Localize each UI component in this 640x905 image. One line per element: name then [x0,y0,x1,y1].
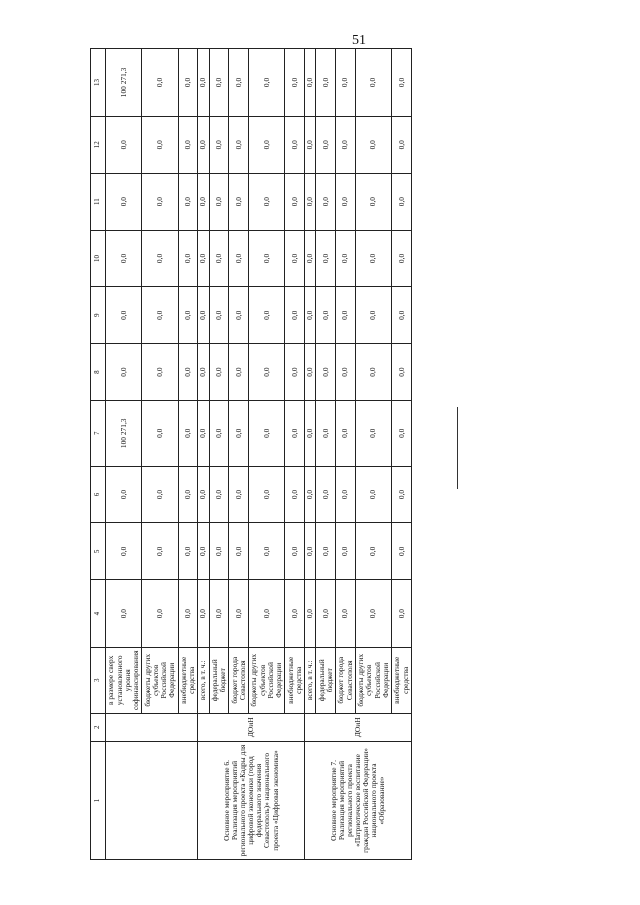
value-cell: 0,0 [316,116,336,173]
source-label: федеральный бюджет [316,647,336,713]
value-cell: 0,0 [142,466,178,523]
value-cell: 0,0 [209,466,229,523]
column-number: 5 [91,523,106,580]
column-number: 11 [91,173,106,230]
value-cell: 0,0 [355,466,391,523]
source-label: всего, в т. ч.: [305,647,316,713]
value-cell: 0,0 [198,230,209,287]
source-label: бюджеты других субъектов Российской Федерации [355,647,391,713]
executor: ДОиН [198,713,305,741]
table-row [305,49,316,860]
value-cell: 0,0 [392,287,412,344]
value-cell: 0,0 [305,580,316,648]
value-cell: 100 271,3 [106,49,142,117]
value-cell: 0,0 [198,580,209,648]
value-cell: 0,0 [355,116,391,173]
budget-table [90,48,412,860]
value-cell: 0,0 [285,116,305,173]
value-cell: 0,0 [209,523,229,580]
value-cell: 0,0 [229,466,249,523]
value-cell: 0,0 [392,523,412,580]
value-cell: 0,0 [106,230,142,287]
source-label: бюджет города Севастополя [336,647,356,713]
value-cell: 0,0 [209,401,229,467]
value-cell: 0,0 [305,466,316,523]
column-number: 9 [91,287,106,344]
source-label: внебюджетные средства [392,647,412,713]
value-cell: 0,0 [285,49,305,117]
column-number: 2 [91,713,106,741]
value-cell: 0,0 [249,287,285,344]
value-cell: 0,0 [392,49,412,117]
value-cell: 0,0 [229,580,249,648]
value-cell: 0,0 [355,580,391,648]
value-cell: 0,0 [178,466,198,523]
column-number: 13 [91,49,106,117]
name-cell-continued [106,741,198,859]
value-cell: 0,0 [336,116,356,173]
value-cell: 0,0 [392,230,412,287]
source-label: федеральный бюджет [209,647,229,713]
value-cell: 0,0 [249,401,285,467]
value-cell: 0,0 [316,401,336,467]
table-body [91,49,412,860]
column-number: 6 [91,466,106,523]
column-number: 10 [91,230,106,287]
value-cell: 0,0 [355,344,391,401]
value-cell: 0,0 [229,287,249,344]
value-cell: 0,0 [178,287,198,344]
value-cell: 0,0 [106,116,142,173]
value-cell: 0,0 [392,116,412,173]
executor: ДОиН [305,713,412,741]
value-cell: 0,0 [229,523,249,580]
column-number: 1 [91,741,106,859]
column-number: 3 [91,647,106,713]
value-cell: 0,0 [198,466,209,523]
source-label: бюджет города Севастополя [229,647,249,713]
value-cell: 0,0 [106,580,142,648]
column-number: 12 [91,116,106,173]
value-cell: 0,0 [305,523,316,580]
value-cell: 0,0 [316,173,336,230]
source-label: внебюджетные средства [178,647,198,713]
margin-rule [457,407,458,489]
value-cell: 0,0 [336,287,356,344]
value-cell: 0,0 [392,466,412,523]
value-cell: 0,0 [336,173,356,230]
value-cell: 0,0 [106,344,142,401]
value-cell: 0,0 [209,344,229,401]
source-label: бюджеты других субъектов Российской Федерации [249,647,285,713]
value-cell: 0,0 [229,49,249,117]
value-cell: 0,0 [142,523,178,580]
value-cell: 0,0 [209,230,229,287]
value-cell: 0,0 [392,580,412,648]
value-cell: 0,0 [305,49,316,117]
value-cell: 0,0 [106,173,142,230]
value-cell: 0,0 [209,173,229,230]
value-cell: 0,0 [305,287,316,344]
value-cell: 0,0 [336,466,356,523]
source-label: внебюджетные средства [285,647,305,713]
value-cell: 0,0 [285,580,305,648]
value-cell: 0,0 [142,230,178,287]
value-cell: 0,0 [229,230,249,287]
value-cell: 0,0 [229,344,249,401]
value-cell: 0,0 [142,116,178,173]
value-cell: 0,0 [305,230,316,287]
value-cell: 0,0 [142,173,178,230]
value-cell: 0,0 [249,580,285,648]
executor-cell-continued [106,713,198,741]
table-row [106,49,142,860]
value-cell: 0,0 [142,49,178,117]
column-number: 7 [91,401,106,467]
value-cell: 0,0 [142,287,178,344]
column-number-row [91,49,106,860]
value-cell: 0,0 [305,173,316,230]
value-cell: 0,0 [316,49,336,117]
value-cell: 0,0 [392,344,412,401]
value-cell: 0,0 [316,523,336,580]
value-cell: 0,0 [198,287,209,344]
value-cell: 0,0 [249,173,285,230]
value-cell: 0,0 [198,116,209,173]
value-cell: 0,0 [285,230,305,287]
value-cell: 0,0 [336,344,356,401]
value-cell: 0,0 [198,49,209,117]
value-cell: 0,0 [209,49,229,117]
value-cell: 0,0 [285,466,305,523]
value-cell: 0,0 [392,173,412,230]
value-cell: 0,0 [316,466,336,523]
value-cell: 0,0 [336,401,356,467]
value-cell: 0,0 [355,49,391,117]
value-cell: 0,0 [305,401,316,467]
source-label: бюджеты других субъектов Российской Федерации [142,647,178,713]
value-cell: 0,0 [316,287,336,344]
value-cell: 0,0 [249,466,285,523]
value-cell: 0,0 [178,116,198,173]
value-cell: 100 271,3 [106,401,142,467]
value-cell: 0,0 [249,344,285,401]
value-cell: 0,0 [285,173,305,230]
value-cell: 0,0 [178,401,198,467]
value-cell: 0,0 [316,344,336,401]
value-cell: 0,0 [355,173,391,230]
value-cell: 0,0 [178,523,198,580]
value-cell: 0,0 [392,401,412,467]
value-cell: 0,0 [198,523,209,580]
value-cell: 0,0 [355,287,391,344]
source-label: всего, в т. ч.: [198,647,209,713]
value-cell: 0,0 [142,580,178,648]
value-cell: 0,0 [209,580,229,648]
value-cell: 0,0 [198,401,209,467]
value-cell: 0,0 [209,287,229,344]
value-cell: 0,0 [336,523,356,580]
value-cell: 0,0 [285,287,305,344]
value-cell: 0,0 [355,230,391,287]
value-cell: 0,0 [285,401,305,467]
value-cell: 0,0 [229,173,249,230]
value-cell: 0,0 [316,230,336,287]
value-cell: 0,0 [142,401,178,467]
value-cell: 0,0 [106,523,142,580]
value-cell: 0,0 [305,344,316,401]
rotated-table-wrapper [90,48,412,860]
value-cell: 0,0 [305,116,316,173]
value-cell: 0,0 [178,580,198,648]
value-cell: 0,0 [285,523,305,580]
value-cell: 0,0 [106,287,142,344]
value-cell: 0,0 [249,49,285,117]
value-cell: 0,0 [106,466,142,523]
value-cell: 0,0 [178,173,198,230]
value-cell: 0,0 [198,173,209,230]
value-cell: 0,0 [178,344,198,401]
value-cell: 0,0 [178,49,198,117]
activity-name: Основное мероприятие 6. Реализация мероприятий регионального проекта «Кадры для цифровой экономики (город федерального значения Севастополь)» национального проекта «Цифровая экономика» [198,741,305,859]
activity-name: Основное мероприятие 7. Реализация мероприятий регионального проекта «Патриотическое воспитание граждан Российской Федерации» национального проекта «Образование» [305,741,412,859]
value-cell: 0,0 [355,523,391,580]
value-cell: 0,0 [142,344,178,401]
value-cell: 0,0 [336,230,356,287]
value-cell: 0,0 [209,116,229,173]
value-cell: 0,0 [178,230,198,287]
value-cell: 0,0 [355,401,391,467]
value-cell: 0,0 [336,49,356,117]
value-cell: 0,0 [198,344,209,401]
value-cell: 0,0 [285,344,305,401]
column-number: 8 [91,344,106,401]
source-label: в размере сверх установленного уровня софинансирования [106,647,142,713]
value-cell: 0,0 [229,116,249,173]
value-cell: 0,0 [249,523,285,580]
value-cell: 0,0 [316,580,336,648]
value-cell: 0,0 [229,401,249,467]
table-row [198,49,209,860]
value-cell: 0,0 [249,230,285,287]
page-number: 51 [352,33,366,48]
value-cell: 0,0 [336,580,356,648]
column-number: 4 [91,580,106,648]
value-cell: 0,0 [249,116,285,173]
